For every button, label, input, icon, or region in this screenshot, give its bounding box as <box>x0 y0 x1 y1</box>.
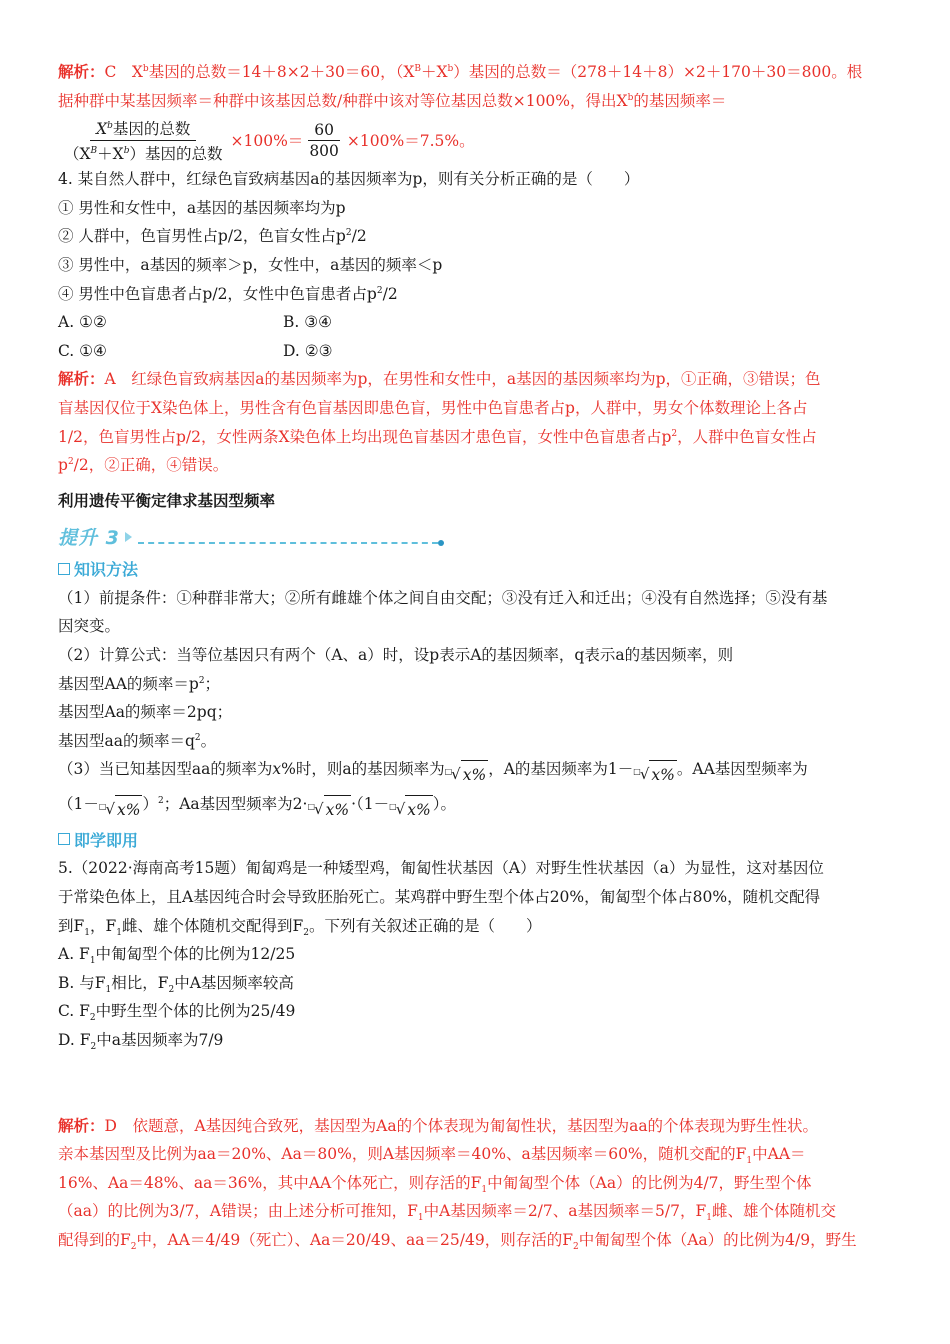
analysis-text: p <box>58 456 68 475</box>
formula-aa-small: 基因型aa的频率$=q^2$。 <box>58 731 217 750</box>
triangle-icon <box>125 532 132 542</box>
subsection-title: 即学即用 <box>74 830 139 850</box>
formula-aa-het: 基因型Aa的频率＝2pq； <box>58 703 233 722</box>
analysis-label: 解析： <box>58 369 105 389</box>
subsection-knowledge-method <box>58 554 892 584</box>
subsection-apply <box>58 824 892 854</box>
formula-row <box>58 115 892 165</box>
analysis-text: 1/2，色盲男性占p/2，女性两条X染色体上均出现色盲基因才患色盲，女性中色盲患者占p <box>58 427 672 446</box>
analysis-q5: 解析：D 依题意，A基因纯合致死，基因型为Aa的个体表现为匍匐性状，基因型为aa的个体表现为野生性状。 亲本基因型及比例为aa＝20%、Aa＝80%，则A基因频率＝40%、a基因频率＝60%，随机交配的$F_1$中AA＝ 16%、Aa＝48%、aa＝36%，其中AA个体死亡，则存活的$F_1$中匍匐型个体（Aa）的比例为4/7，野生型个体 （aa）的比例为3/7，A错误；由上述分析可推知，$F_1$中A基因频率＝2/7、a基因频率＝5/7，$F_1$雌、雄个体随机交 配得到的$F_2$中，AA＝4/49（死亡）、Aa＝20/49、aa＝25/49，则存活的$F_2$中匍匐型个体（Aa）的比例为4/9，野生 <box>58 1115 857 1253</box>
square-icon <box>58 563 70 575</box>
analysis-text: 据种群中某基因频率＝种群中该基因总数/种群中该对等位基因总数×100%，得出X <box>58 91 628 110</box>
knowledge-method-body <box>58 584 892 825</box>
tisheng-banner <box>58 520 892 554</box>
analysis-text: A 红绿色盲致病基因a的基因频率为p，在男性和女性中，a基因的基因频率均为p，①正确，③错误；色 <box>104 370 821 389</box>
sqrt-expression: □ √ x% <box>307 795 351 825</box>
fraction-denominator: $(X^B+X^b)$基因的总数 <box>64 144 223 163</box>
square-icon <box>58 833 70 845</box>
statement-4: ④ 男性中色盲患者占p/2，女性中色盲患者占$p^2/2$ <box>58 284 398 303</box>
analysis-text: C X <box>104 63 143 81</box>
analysis-q3 <box>58 58 892 115</box>
superscript: b <box>142 63 149 74</box>
option-c: C. $F_2$中野生型个体的比例为25/49 <box>58 1002 296 1024</box>
formula-aa-big: 基因型AA的频率$=p^2$； <box>58 674 221 693</box>
tisheng-label: 提升 3 <box>58 527 120 550</box>
paragraph: （2）计算公式：当等位基因只有两个（A、a）时，设p表示A的基因频率，q表示a的基因频率，则 <box>58 645 734 664</box>
statement-1: ① 男性和女性中，a基因的基因频率均为p <box>58 198 346 217</box>
option-b: B. 与$F_1$相比，$F_2$中A基因频率较高 <box>58 973 294 995</box>
analysis-text: /2，②正确，④错误。 <box>73 456 229 475</box>
analysis-text: ，人群中色盲女性占 <box>677 427 817 446</box>
analysis-label: 解析： <box>58 1115 105 1135</box>
option-d: D. ②③ <box>283 341 333 360</box>
option-c: C. ①④ <box>58 341 107 360</box>
option-a: A. ①② <box>58 313 107 332</box>
analysis-text: D 依题意，A基因纯合致死，基因型为Aa的个体表现为匍匐性状，基因型为aa的个体表现为野生性状。 <box>104 1116 819 1135</box>
dot-icon <box>438 540 444 546</box>
formula-mid: ×100%＝ <box>230 132 304 151</box>
question-stem: 到$F_1$，$F_1$雌、雄个体随机交配得到$F_2$。下列有关叙述正确的是（ ） <box>58 916 542 938</box>
superscript: b <box>447 63 454 74</box>
document-page <box>58 58 892 1255</box>
analysis-text: ＋X <box>420 63 448 81</box>
analysis-text: 的基因频率＝ <box>633 91 727 110</box>
sqrt-expression: □ √ x% <box>389 795 433 825</box>
analysis-q4 <box>58 365 892 479</box>
statement-3: ③ 男性中，a基因的频率＞p，女性中，a基因的频率＜p <box>58 255 443 274</box>
formula-result: ×100%＝7.5%。 <box>346 132 475 151</box>
fraction-60-800 <box>303 121 345 160</box>
question-5 <box>58 854 892 1054</box>
analysis-text: 盲基因仅位于X染色体上，男性含有色盲基因即患色盲，男性中色盲患者占p，人群中，男女个体数理论上各占 <box>58 398 808 417</box>
statement-2: ② 人群中，色盲男性占p/2，色盲女性占$p^2/2$ <box>58 227 367 246</box>
spacer <box>58 1055 892 1112</box>
sqrt-expression: □ √ x% <box>633 760 677 790</box>
analysis-text: ）基因的总数＝（278＋14＋8）×2＋170＋30＝800。根 <box>453 63 863 81</box>
analysis-label: 解析： <box>58 62 105 81</box>
option-d: D. $F_2$中a基因频率为7/9 <box>58 1031 224 1053</box>
question-stem: 于常染色体上，且A基因纯合时会导致胚胎死亡。某鸡群中野生型个体占20%，匍匐型个体占80%，随机交配得 <box>58 888 821 907</box>
question-4 <box>58 165 892 365</box>
option-b: B. ③④ <box>283 313 333 332</box>
paragraph: （1）前提条件：①种群非常大；②所有雌雄个体之间自由交配；③没有迁入和迁出；④没有自然选择；⑤没有基 <box>58 588 828 607</box>
fraction-numerator: 60 <box>308 121 340 141</box>
superscript: 2 <box>67 456 74 467</box>
paragraph-3-cont: （1－ □ √ x% ）$^2$；Aa基因型频率为2· □ √ x% ·（1－ □ √ x% ）。 <box>58 790 892 825</box>
fraction-denominator: 800 <box>309 141 339 160</box>
dashed-divider <box>138 542 438 544</box>
superscript: 2 <box>671 428 678 439</box>
superscript: b <box>627 92 634 103</box>
sqrt-expression: □ √ x% <box>445 760 489 790</box>
option-a: A. $F_1$中匍匐型个体的比例为12/25 <box>58 945 296 967</box>
question-stem: 5.（2022·海南高考15题）匍匐鸡是一种矮型鸡，匍匐性状基因（A）对野生性状基因（a）为显性，这对基因位 <box>58 859 824 878</box>
fraction-numerator: $X^b$基因的总数 <box>90 117 196 141</box>
fraction-gene-frequency <box>58 117 229 164</box>
options-row-1 <box>58 308 892 337</box>
paragraph-3: （3）当已知基因型aa的频率为x%时，则a的基因频率为 □ √ x% ，A的基因频率为1－ □ √ x% 。AA基因型频率为 <box>58 755 892 790</box>
options-row-2 <box>58 337 892 366</box>
superscript: B <box>414 63 421 74</box>
sqrt-expression: □ √ x% <box>99 795 143 825</box>
analysis-text: 基因的总数＝14＋8×2＋30＝60，（X <box>148 63 415 81</box>
section-heading: 利用遗传平衡定律求基因型频率 <box>58 491 276 510</box>
question-stem: 4. 某自然人群中，红绿色盲致病基因a的基因频率为p，则有关分析正确的是（ ） <box>58 170 640 189</box>
subsection-title: 知识方法 <box>74 560 139 580</box>
paragraph: 因突变。 <box>58 617 121 636</box>
